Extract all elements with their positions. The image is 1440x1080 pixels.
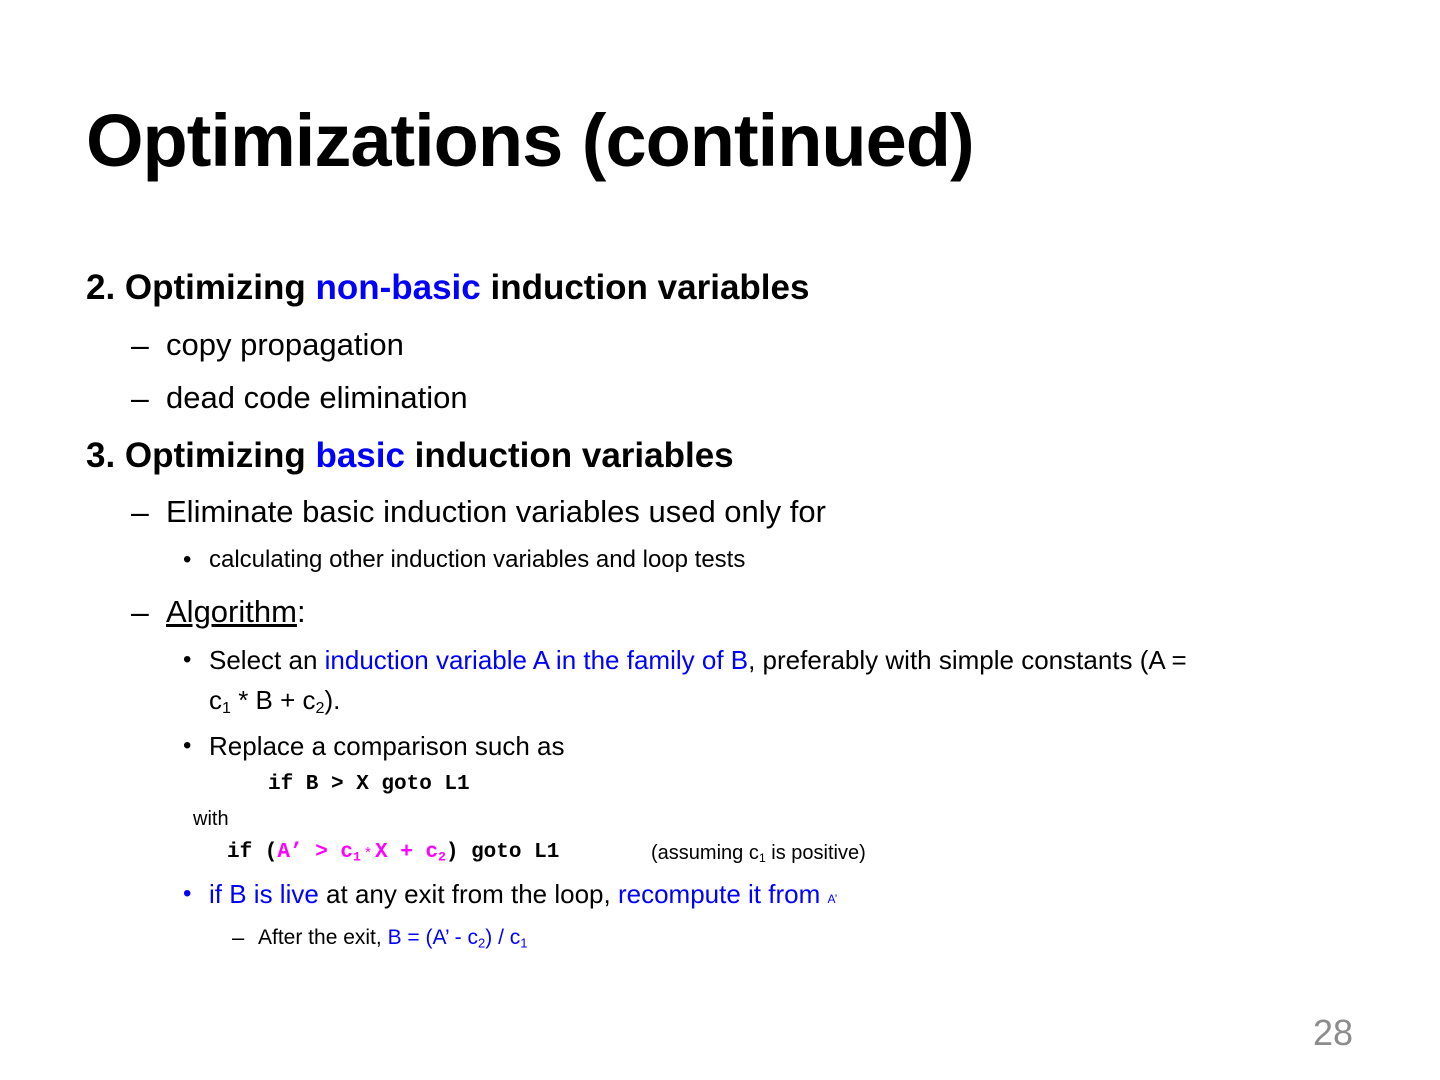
dot-bullet: • xyxy=(183,732,192,759)
note-subscript: 1 xyxy=(758,851,766,866)
subscript-2: 2 xyxy=(315,699,325,718)
live-d: A’ xyxy=(827,892,838,906)
list-item-select-line1 xyxy=(209,643,1187,677)
code2-subscript-2: 2 xyxy=(438,849,446,865)
list-item-dead-code: dead code elimination xyxy=(166,380,468,415)
code2-star: * xyxy=(360,844,376,861)
heading-highlight: non-basic xyxy=(315,268,481,307)
dash-bullet: – xyxy=(131,594,149,630)
list-item-live xyxy=(209,877,837,916)
dot-bullet: • xyxy=(183,546,192,573)
select-c: c xyxy=(209,685,222,715)
list-item-replace: Replace a comparison such as xyxy=(209,731,565,761)
heading-highlight: basic xyxy=(315,436,405,475)
live-a: if B is live xyxy=(209,879,319,909)
list-item-select-line2 xyxy=(209,683,340,717)
live-c: recompute it from xyxy=(617,879,821,909)
note-post: is positive) xyxy=(765,842,866,864)
slide-title: Optimizations (continued) xyxy=(86,99,974,182)
page-number: 28 xyxy=(1312,1012,1353,1053)
dash-bullet: – xyxy=(232,925,245,950)
heading-suffix: induction variables xyxy=(404,436,734,475)
code-line-1: if B > X goto L1 xyxy=(268,773,470,796)
code-line-2 xyxy=(227,840,559,866)
select-pre: Select an xyxy=(209,645,325,675)
after-subscript-1: 1 xyxy=(520,935,528,951)
subscript-1: 1 xyxy=(222,699,231,718)
dash-bullet: – xyxy=(131,494,149,530)
code2-post: ) goto L1 xyxy=(445,841,560,864)
code2-x: X + c xyxy=(375,841,439,864)
after-b: B = (A’ - c xyxy=(387,926,478,949)
select-post: , preferably with simple constants (A = xyxy=(748,645,1187,675)
list-item-algorithm xyxy=(166,592,306,632)
algorithm-colon: : xyxy=(296,594,306,629)
live-b: at any exit from the loop, xyxy=(318,879,618,909)
list-item-eliminate: Eliminate basic induction variables used only for xyxy=(166,494,826,529)
assumption-note xyxy=(651,840,866,866)
heading-basic xyxy=(86,436,734,476)
code2-subscript-1: 1 xyxy=(353,849,361,865)
heading-suffix: induction variables xyxy=(480,268,810,307)
list-item-calculating: calculating other induction variables and loop tests xyxy=(209,546,746,573)
list-item-after-exit xyxy=(258,924,528,952)
dot-bullet: • xyxy=(183,880,192,907)
heading-prefix: 2. Optimizing xyxy=(86,268,316,307)
select-end: ). xyxy=(324,685,341,715)
with-label: with xyxy=(193,808,229,830)
select-highlight: induction variable A in the family of B xyxy=(324,645,749,675)
after-subscript-2: 2 xyxy=(478,935,486,951)
after-pre: After the exit, xyxy=(258,926,388,949)
select-mid: * B + c xyxy=(230,685,316,715)
note-pre: (assuming c xyxy=(651,842,759,864)
algorithm-label: Algorithm xyxy=(166,594,297,629)
dot-bullet: • xyxy=(183,646,192,673)
code2-a: A’ > c xyxy=(277,841,354,864)
list-item-copy-propagation: copy propagation xyxy=(166,327,404,362)
heading-prefix: 3. Optimizing xyxy=(86,436,316,475)
heading-non-basic xyxy=(86,268,809,308)
dash-bullet: – xyxy=(131,327,149,363)
after-c: ) / c xyxy=(485,926,521,949)
code2-pre: if ( xyxy=(227,841,278,864)
dash-bullet: – xyxy=(131,380,149,416)
